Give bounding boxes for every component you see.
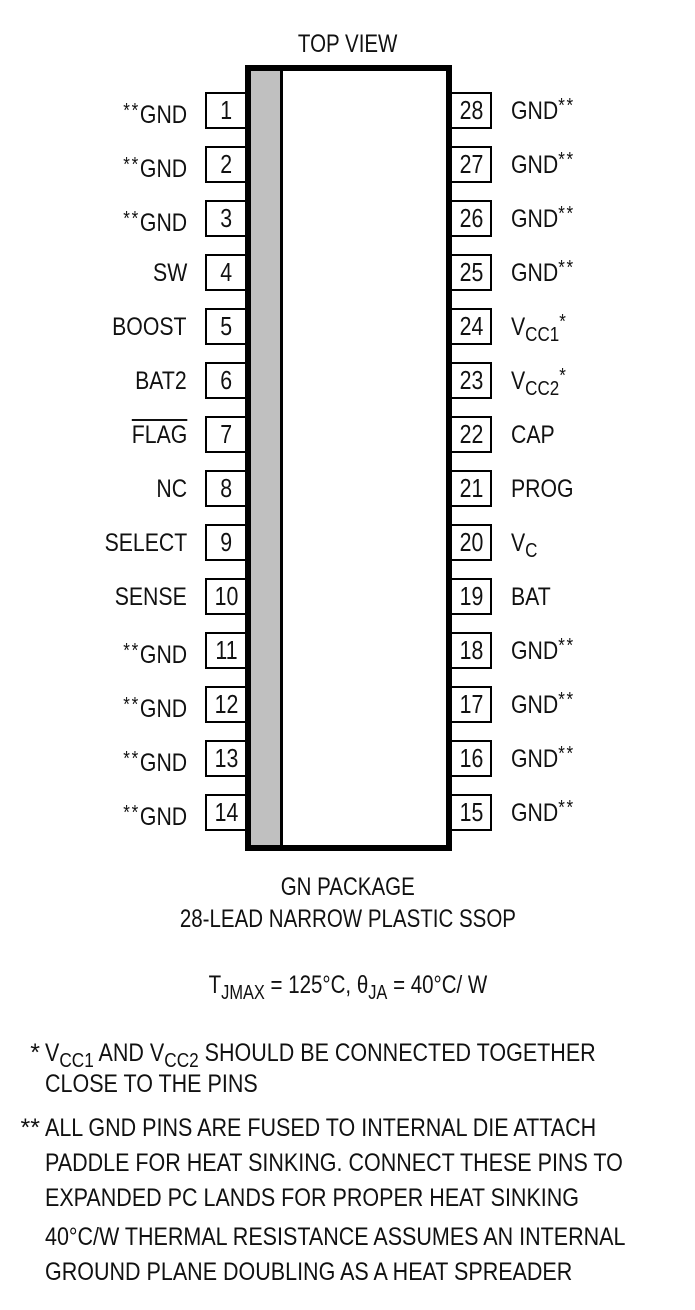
pin-14-label [112, 795, 187, 836]
pin-prefix-mark: ** [123, 640, 140, 662]
pin-name: SW [152, 259, 187, 287]
pin-suffix-mark: * [559, 365, 568, 387]
pin-7-box [205, 416, 245, 453]
pin-suffix-mark: ** [558, 635, 575, 657]
pin-22-box [452, 416, 492, 453]
pin-name: GND [139, 803, 187, 831]
pin-name: GND [511, 259, 559, 287]
pin-name: SENSE [114, 583, 187, 611]
pin-24-label [511, 309, 578, 346]
pin-26-label [511, 201, 586, 238]
pin-name: GND [511, 97, 559, 125]
package-body [245, 65, 452, 851]
pin-name: GND [511, 151, 559, 179]
pin-name: GND [511, 205, 559, 233]
pin-13-label [112, 741, 187, 782]
pin1-indicator-stripe [251, 71, 283, 845]
note-mark: * [30, 1039, 40, 1067]
pin-12-label [112, 687, 187, 728]
pin-name: BAT [511, 583, 551, 611]
pin-number: 6 [220, 365, 232, 395]
pin-5-label [99, 309, 187, 346]
pin-18-box [452, 632, 492, 669]
pin-name: CAP [511, 421, 555, 449]
pin-name: NC [156, 475, 187, 503]
pin-20-box [452, 524, 492, 561]
pin-21-label [511, 471, 585, 508]
pin-4-box [205, 254, 245, 291]
pin-number: 9 [220, 527, 232, 557]
pin-8-label [151, 471, 187, 508]
pin-name: BOOST [112, 313, 187, 341]
pin-8-box [205, 470, 245, 507]
pin-6-label [126, 363, 187, 400]
thermal-spec: $T_{JMAX} = 125^\circ C$, $\theta_{JA} = 40^\circ C/$ W [208, 971, 487, 1004]
pin-22-label [511, 417, 562, 454]
pin-27-label [511, 147, 586, 184]
package-name: GN PACKAGE [280, 873, 415, 901]
pin-prefix-mark: ** [123, 154, 140, 176]
pin-suffix-mark: ** [558, 95, 575, 117]
pin-3-label [112, 201, 187, 242]
pin-7-label [122, 417, 187, 454]
pin-number: 28 [459, 95, 483, 125]
pin-prefix-mark: ** [123, 748, 140, 770]
pin-15-label [511, 795, 586, 832]
pin-number: 14 [214, 797, 238, 827]
pin-number: 25 [459, 257, 483, 287]
pin-9-box [205, 524, 245, 561]
pin-suffix-mark: ** [558, 743, 575, 765]
pin-prefix-mark: ** [123, 100, 140, 122]
pin-number: 18 [459, 635, 483, 665]
pin-18-label [511, 633, 586, 670]
pin-name: GND [139, 155, 187, 183]
pin-name-subscript: CC1 [525, 324, 560, 346]
pin-number: 23 [459, 365, 483, 395]
pin-number: 3 [220, 203, 232, 233]
pin-16-box [452, 740, 492, 777]
pin-number: 5 [220, 311, 232, 341]
pin-19-box [452, 578, 492, 615]
pin-28-box [452, 92, 492, 129]
pin-3-box [205, 200, 245, 237]
pin-suffix-mark: ** [558, 689, 575, 711]
pin-17-label [511, 687, 586, 724]
pin-name: V [511, 529, 526, 557]
pin-number: 15 [459, 797, 483, 827]
pin-prefix-mark: ** [123, 208, 140, 230]
pin-number: 16 [459, 743, 483, 773]
pin-number: 26 [459, 203, 483, 233]
pin-number: 19 [459, 581, 483, 611]
pin-prefix-mark: ** [123, 694, 140, 716]
pin-suffix-mark: ** [558, 257, 575, 279]
pin-number: 7 [220, 419, 232, 449]
pin-name: V [511, 367, 526, 395]
pin-10-box [205, 578, 245, 615]
pin-number: 27 [459, 149, 483, 179]
pin-15-box [452, 794, 492, 831]
pin-1-label [112, 93, 187, 134]
pin-name: GND [139, 101, 187, 129]
pin-20-label [511, 525, 542, 562]
pin-27-box [452, 146, 492, 183]
pin-9-label [90, 525, 187, 562]
pin-name-subscript: CC2 [525, 378, 560, 400]
pin-number: 20 [459, 527, 483, 557]
pin-number: 2 [220, 149, 232, 179]
pin-23-label [511, 363, 578, 400]
pin-name: GND [139, 209, 187, 237]
pin-5-box [205, 308, 245, 345]
pin-suffix-mark: * [559, 311, 568, 333]
pin-name: GND [139, 641, 187, 669]
pin-16-label [511, 741, 586, 778]
pin-17-box [452, 686, 492, 723]
pin-24-box [452, 308, 492, 345]
pin-name: BAT2 [135, 367, 187, 395]
pin-23-box [452, 362, 492, 399]
pin-name: GND [139, 749, 187, 777]
pin-number: 22 [459, 419, 483, 449]
pin-name: V [511, 313, 526, 341]
pin-number: 24 [459, 311, 483, 341]
pin-28-label [511, 93, 586, 130]
pin-number: 13 [214, 743, 238, 773]
pin-25-label [511, 255, 586, 292]
pin-name: GND [511, 799, 559, 827]
pin-suffix-mark: ** [558, 797, 575, 819]
pin-name: SELECT [104, 529, 187, 557]
pin-suffix-mark: ** [558, 203, 575, 225]
package-description: 28-LEAD NARROW PLASTIC SSOP [179, 905, 516, 933]
pin-suffix-mark: ** [558, 149, 575, 171]
pin-number: 10 [214, 581, 238, 611]
pin-name: PROG [511, 475, 574, 503]
pin-2-box [205, 146, 245, 183]
pin-prefix-mark: ** [123, 802, 140, 824]
pin-4-label [147, 255, 187, 292]
pin-26-box [452, 200, 492, 237]
pin-19-label [511, 579, 558, 616]
pin-name-subscript: C [525, 540, 538, 562]
pin-name: FLAG [131, 421, 187, 449]
top-view-title: TOP VIEW [297, 30, 398, 58]
pin-number: 1 [220, 95, 232, 125]
pin-name: GND [511, 691, 559, 719]
note-mark: ** [20, 1114, 40, 1142]
pin-21-box [452, 470, 492, 507]
pin-13-box [205, 740, 245, 777]
pin-number: 17 [459, 689, 483, 719]
pin-6-box [205, 362, 245, 399]
pin-number: 4 [220, 257, 232, 287]
pin-name: GND [511, 637, 559, 665]
pin-14-box [205, 794, 245, 831]
pin-number: 11 [214, 635, 238, 665]
pin-number: 21 [459, 473, 483, 503]
pin-10-label [102, 579, 187, 616]
pin-25-box [452, 254, 492, 291]
pin-number: 8 [220, 473, 232, 503]
pin-11-box [205, 632, 245, 669]
pin-number: 12 [214, 689, 238, 719]
pin-11-label [112, 633, 187, 674]
pin-12-box [205, 686, 245, 723]
pin-1-box [205, 92, 245, 129]
pin-name: GND [511, 745, 559, 773]
pin-2-label [112, 147, 187, 188]
pin-name: GND [139, 695, 187, 723]
